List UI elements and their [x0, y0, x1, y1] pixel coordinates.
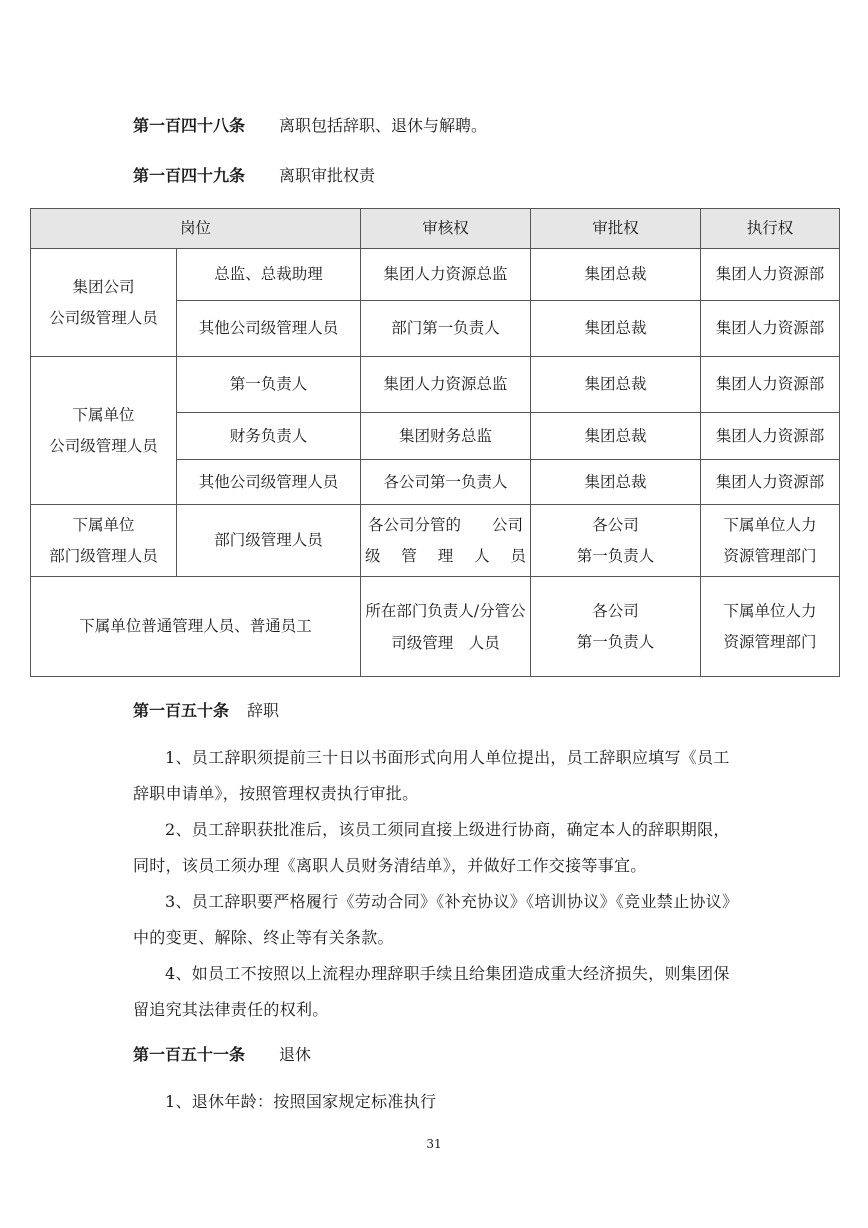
table-cell: 各公司分管的 公司级管理人员 [361, 505, 531, 577]
table-cell: 集团总裁 [531, 301, 701, 357]
header-review: 审核权 [361, 209, 531, 249]
article-text: 辞职 [247, 701, 280, 720]
table-cell: 各公司 第一负责人 [531, 505, 701, 577]
table-cell: 集团人力资源总监 [361, 249, 531, 301]
table-cell: 部门级管理人员 [177, 505, 361, 577]
article-number: 第一百四十九条 [133, 166, 246, 185]
table-cell: 其他公司级管理人员 [177, 460, 361, 505]
table-cell: 下属单位人力 资源管理部门 [701, 505, 840, 577]
table-cell: 各公司 第一负责人 [531, 577, 701, 677]
table-cell: 财务负责人 [177, 413, 361, 460]
article-text: 离职审批权责 [279, 166, 376, 185]
article-148 [133, 113, 487, 136]
group-cell: 下属单位普通管理人员、普通员工 [31, 577, 361, 677]
table-cell: 各公司第一负责人 [361, 460, 531, 505]
article-number: 第一百五十条 [133, 701, 230, 720]
header-approve: 审批权 [531, 209, 701, 249]
article-number: 第一百五十一条 [133, 1045, 246, 1064]
article-151 [133, 1042, 311, 1065]
table-cell: 下属单位人力 资源管理部门 [701, 577, 840, 677]
table-cell: 集团总裁 [531, 357, 701, 413]
table-row [31, 505, 840, 577]
group-cell: 下属单位 部门级管理人员 [31, 505, 177, 577]
table-cell: 其他公司级管理人员 [177, 301, 361, 357]
table-cell: 总监、总裁助理 [177, 249, 361, 301]
table-row [31, 577, 840, 677]
table-cell: 所在部门负责人/分管公司级管理 人员 [361, 577, 531, 677]
paragraph: 1、退休年龄：按照国家规定标准执行 [165, 1092, 437, 1111]
header-execute: 执行权 [701, 209, 840, 249]
paragraph: 2、员工辞职获批准后，该员工须同直接上级进行协商，确定本人的辞职期限，同时，该员工须办理《离职人员财务清结单》，并做好工作交接等事宜。 [133, 820, 730, 875]
table-cell: 集团人力资源部 [701, 413, 840, 460]
article-text: 离职包括辞职、退休与解聘。 [279, 116, 488, 135]
table-cell: 部门第一负责人 [361, 301, 531, 357]
table-cell: 集团总裁 [531, 413, 701, 460]
group-cell: 下属单位 公司级管理人员 [31, 357, 177, 505]
table-cell: 集团人力资源部 [701, 249, 840, 301]
table-cell: 集团财务总监 [361, 413, 531, 460]
article-150 [133, 698, 279, 721]
page-number: 31 [426, 1137, 442, 1151]
table-header-row [31, 209, 840, 249]
article-number: 第一百四十八条 [133, 116, 246, 135]
article-149 [133, 163, 375, 186]
table-cell: 集团人力资源部 [701, 357, 840, 413]
article-text: 退休 [279, 1045, 312, 1064]
table-row [31, 249, 840, 301]
paragraph: 4、如员工不按照以上流程办理辞职手续且给集团造成重大经济损失，则集团保留追究其法律责任的权利。 [133, 964, 730, 1019]
table-cell: 集团人力资源总监 [361, 357, 531, 413]
table-cell: 集团总裁 [531, 460, 701, 505]
paragraph: 1、员工辞职须提前三十日以书面形式向用人单位提出，员工辞职应填写《员工辞职申请单》，按照管理权责执行审批。 [133, 748, 730, 803]
approval-table [30, 208, 840, 677]
group-cell: 集团公司 公司级管理人员 [31, 249, 177, 357]
table-cell: 集团人力资源部 [701, 460, 840, 505]
table-cell: 集团人力资源部 [701, 301, 840, 357]
table-cell: 第一负责人 [177, 357, 361, 413]
header-position: 岗位 [31, 209, 361, 249]
paragraph: 3、员工辞职要严格履行《劳动合同》《补充协议》《培训协议》《竞业禁止协议》中的变更、解除、终止等有关条款。 [133, 892, 731, 947]
table-cell: 集团总裁 [531, 249, 701, 301]
table-row [31, 357, 840, 413]
